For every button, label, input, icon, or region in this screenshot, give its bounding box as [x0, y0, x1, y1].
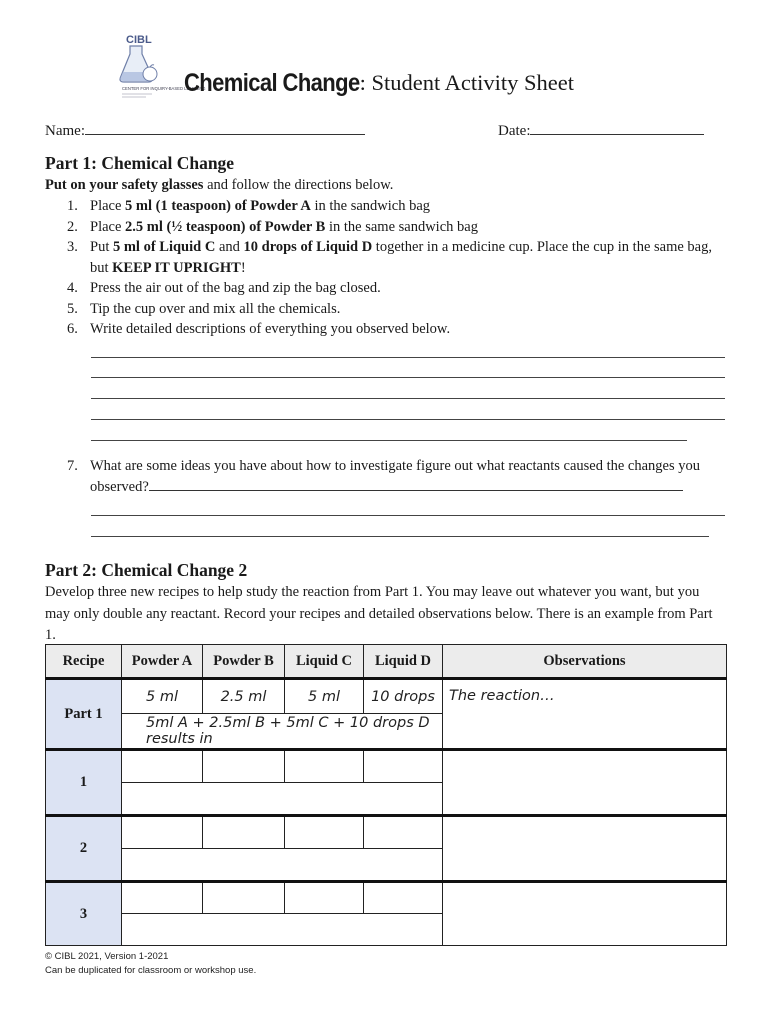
recipe-summary-cell[interactable] [122, 783, 443, 816]
powder-a-cell[interactable] [122, 882, 203, 914]
flask-icon [108, 30, 206, 102]
part1-intro-rest: and follow the directions below. [203, 177, 394, 193]
part1-intro [45, 175, 725, 196]
answer-line[interactable] [91, 536, 709, 537]
part1-steps [45, 196, 715, 340]
answer-line[interactable] [91, 515, 725, 516]
col-powder-a: Powder A [122, 645, 203, 679]
example-powder-a: 5 ml [122, 679, 203, 714]
logo-text: CIBL [126, 34, 152, 46]
recipe-summary-cell[interactable] [122, 914, 443, 946]
row-label-3: 3 [46, 882, 122, 946]
step-4: 4. Press the air out of the bag and zip the bag closed. [67, 280, 381, 296]
date-label: Date: [498, 123, 531, 139]
observations-cell[interactable] [443, 882, 727, 946]
col-liquid-c: Liquid C [285, 645, 364, 679]
title-highlight: Chemical Change [184, 68, 360, 97]
page-title [184, 70, 574, 96]
cibl-logo [108, 30, 206, 102]
example-observations: The reaction… [443, 679, 727, 750]
answer-line[interactable] [91, 357, 725, 358]
table-row [46, 882, 727, 914]
col-observations: Observations [443, 645, 727, 679]
step-3: 3. Put 5 ml of Liquid C and 10 drops of Liquid D together in a medicine cup. Place the cup in the same bag, but KEEP IT UPRIGHT! [67, 239, 712, 276]
powder-a-cell[interactable] [122, 816, 203, 849]
example-liquid-d: 10 drops [364, 679, 443, 714]
part1-heading: Part 1: Chemical Change [45, 153, 235, 173]
table-row [46, 750, 727, 783]
footer [45, 950, 256, 978]
date-field [498, 119, 704, 140]
step-2: 2. Place 2.5 ml (½ teaspoon) of Powder B in the same sandwich bag [67, 218, 478, 235]
powder-b-cell[interactable] [203, 816, 285, 849]
answer-line[interactable] [91, 440, 687, 441]
liquid-d-cell[interactable] [364, 816, 443, 849]
recipe-summary-cell[interactable] [122, 849, 443, 882]
part2-heading: Part 2: Chemical Change 2 [45, 560, 248, 580]
liquid-d-cell[interactable] [364, 750, 443, 783]
liquid-d-cell[interactable] [364, 882, 443, 914]
answer-line[interactable] [91, 419, 725, 420]
name-label: Name: [45, 123, 85, 139]
row-label-part1: Part 1 [46, 679, 122, 750]
part2-intro: Develop three new recipes to help study the reaction from Part 1. You may leave out whatever you want, but you may only double any reactant. Record your recipes and detailed observations below. There is an example from Part 1. [45, 584, 713, 643]
example-powder-b: 2.5 ml [203, 679, 285, 714]
answer-line[interactable] [91, 398, 725, 399]
name-field [45, 119, 365, 140]
table-row [46, 816, 727, 849]
table-header-row [46, 645, 727, 679]
powder-b-cell[interactable] [203, 882, 285, 914]
liquid-c-cell[interactable] [285, 750, 364, 783]
example-liquid-c: 5 ml [285, 679, 364, 714]
example-summary: 5ml A + 2.5ml B + 5ml C + 10 drops D results in [122, 714, 443, 750]
step-5: 5. Tip the cup over and mix all the chemicals. [67, 300, 341, 317]
part1-intro-bold: Put on your safety glasses [45, 177, 204, 193]
footer-license: Can be duplicated for classroom or workshop use. [45, 965, 257, 976]
recipe-table [45, 644, 727, 946]
col-powder-b: Powder B [203, 645, 285, 679]
answer-line[interactable] [91, 377, 725, 378]
step-6: 6. Write detailed descriptions of everything you observed below. [67, 321, 451, 337]
powder-a-cell[interactable] [122, 750, 203, 783]
col-liquid-d: Liquid D [364, 645, 443, 679]
answer-line[interactable] [149, 478, 683, 491]
col-recipe: Recipe [46, 645, 122, 679]
title-rest: : Student Activity Sheet [359, 70, 574, 95]
powder-b-cell[interactable] [203, 750, 285, 783]
footer-copyright: © CIBL 2021, Version 1-2021 [45, 951, 169, 962]
name-input-line[interactable] [85, 119, 365, 135]
row-label-1: 1 [46, 750, 122, 816]
row-label-2: 2 [46, 816, 122, 882]
observations-cell[interactable] [443, 750, 727, 816]
liquid-c-cell[interactable] [285, 882, 364, 914]
step-7: 7. What are some ideas you have about how to investigate figure out what reactants caused the changes you observed? [67, 458, 700, 495]
logo-subtitle: CENTER FOR INQUIRY-BASED LEARNING [122, 86, 206, 91]
step-1: 1. Place 5 ml (1 teaspoon) of Powder A in the sandwich bag [67, 198, 431, 214]
date-input-line[interactable] [530, 119, 704, 135]
observations-cell[interactable] [443, 816, 727, 882]
liquid-c-cell[interactable] [285, 816, 364, 849]
table-row [46, 679, 727, 714]
